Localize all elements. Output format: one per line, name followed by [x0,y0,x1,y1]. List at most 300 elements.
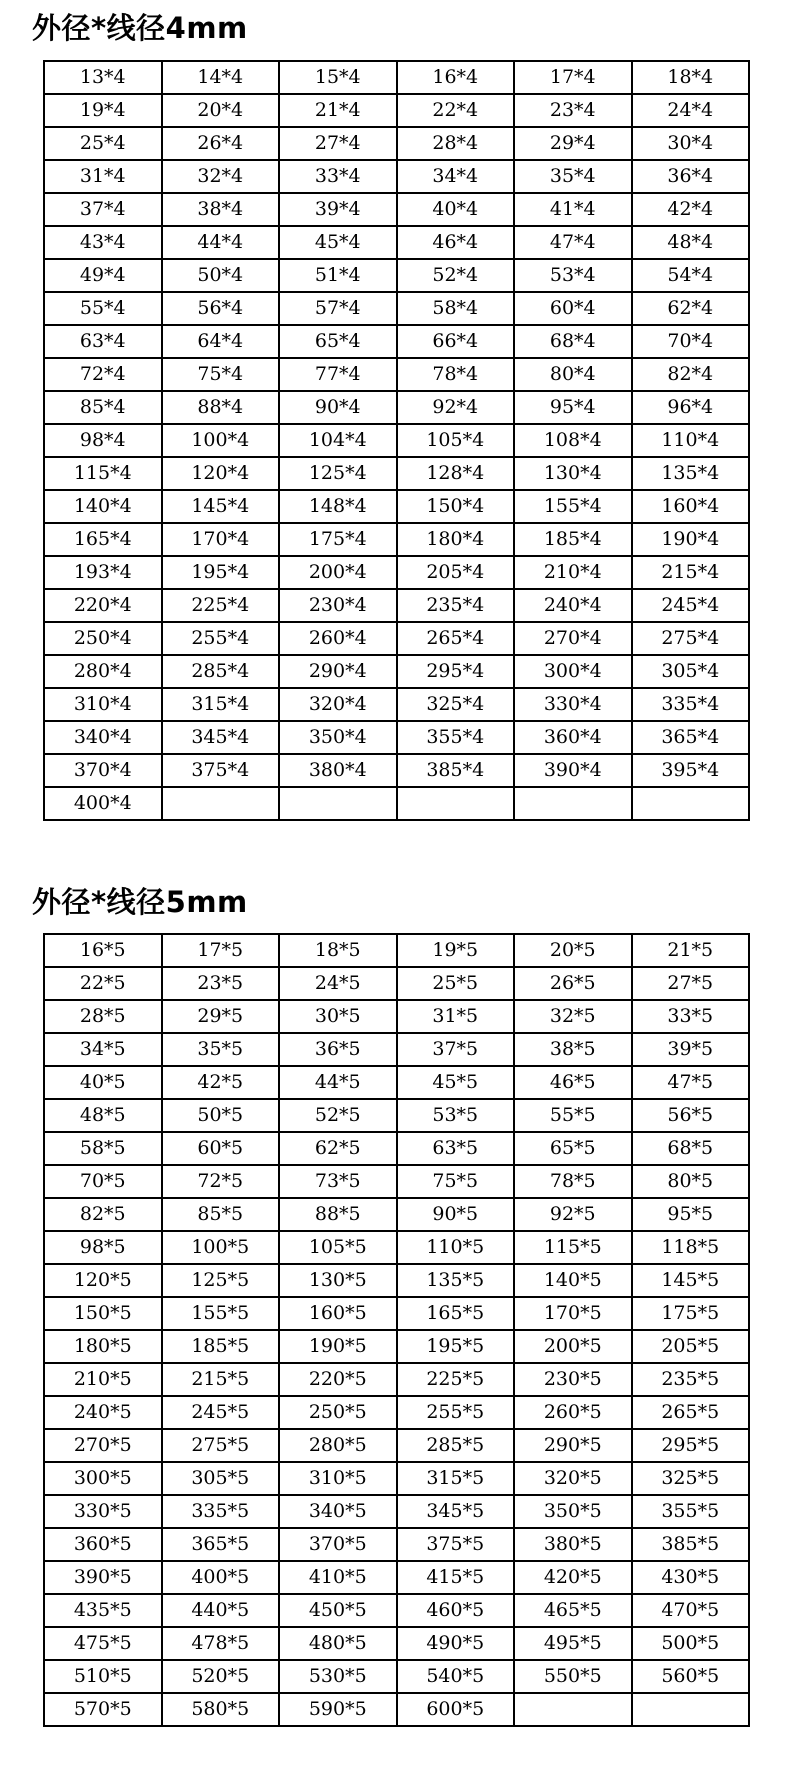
table-row [44,61,749,94]
table-cell: 19*4 [44,94,162,127]
table-cell: 120*5 [44,1264,162,1297]
table-row [44,1132,749,1165]
table-cell: 104*4 [279,424,397,457]
table-cell: 90*5 [397,1198,515,1231]
table-cell: 570*5 [44,1693,162,1726]
table-row [44,622,749,655]
table-cell: 29*4 [514,127,632,160]
table-cell: 220*5 [279,1363,397,1396]
table-cell: 375*4 [162,754,280,787]
table-cell: 45*5 [397,1066,515,1099]
table-cell: 155*5 [162,1297,280,1330]
table-cell: 55*5 [514,1099,632,1132]
table-cell: 410*5 [279,1561,397,1594]
table-cell: 24*5 [279,967,397,1000]
table-cell: 78*4 [397,358,515,391]
table-cell: 17*4 [514,61,632,94]
table-cell: 105*4 [397,424,515,457]
table-cell: 235*5 [632,1363,750,1396]
table-cell: 345*5 [397,1495,515,1528]
size-table-4mm [43,60,750,821]
table-cell: 240*5 [44,1396,162,1429]
table-cell: 65*4 [279,325,397,358]
table-cell: 140*5 [514,1264,632,1297]
table-cell: 390*5 [44,1561,162,1594]
table-cell: 85*4 [44,391,162,424]
table-row [44,1660,749,1693]
table-cell: 29*5 [162,1000,280,1033]
table-cell: 75*4 [162,358,280,391]
table-row [44,1462,749,1495]
table-cell: 250*5 [279,1396,397,1429]
table-cell: 13*4 [44,61,162,94]
table-cell: 435*5 [44,1594,162,1627]
table-cell: 195*4 [162,556,280,589]
table-row [44,1561,749,1594]
table-cell: 35*4 [514,160,632,193]
table-cell: 355*4 [397,721,515,754]
table-cell: 315*5 [397,1462,515,1495]
table-cell: 420*5 [514,1561,632,1594]
table-cell: 415*5 [397,1561,515,1594]
table-cell: 23*4 [514,94,632,127]
table-cell: 130*4 [514,457,632,490]
table-cell: 82*4 [632,358,750,391]
table-cell: 43*4 [44,226,162,259]
table-cell: 200*4 [279,556,397,589]
table-row [44,358,749,391]
table-row [44,226,749,259]
table-cell: 330*4 [514,688,632,721]
table-cell: 16*5 [44,934,162,967]
table-cell: 14*4 [162,61,280,94]
table-cell: 54*4 [632,259,750,292]
table-cell: 320*5 [514,1462,632,1495]
table-cell: 185*5 [162,1330,280,1363]
table-row [44,1627,749,1660]
table-row [44,1000,749,1033]
table-row [44,391,749,424]
table-cell: 165*4 [44,523,162,556]
table-cell: 285*4 [162,655,280,688]
table-row [44,754,749,787]
table-row [44,967,749,1000]
table-cell: 215*4 [632,556,750,589]
table-cell: 145*4 [162,490,280,523]
table-cell: 170*4 [162,523,280,556]
table-cell: 68*4 [514,325,632,358]
table-cell: 95*4 [514,391,632,424]
table-cell: 310*4 [44,688,162,721]
table-cell: 36*4 [632,160,750,193]
table-cell: 350*5 [514,1495,632,1528]
table-cell: 50*4 [162,259,280,292]
table-cell: 580*5 [162,1693,280,1726]
table-cell: 24*4 [632,94,750,127]
table-cell: 105*5 [279,1231,397,1264]
table-cell: 360*5 [44,1528,162,1561]
table-row [44,1066,749,1099]
table-cell: 32*5 [514,1000,632,1033]
table-cell: 80*4 [514,358,632,391]
table-cell: 27*4 [279,127,397,160]
table-cell: 46*5 [514,1066,632,1099]
table-cell: 335*4 [632,688,750,721]
table-cell: 360*4 [514,721,632,754]
table-cell: 465*5 [514,1594,632,1627]
table-cell: 250*4 [44,622,162,655]
table-cell: 255*4 [162,622,280,655]
table-cell: 380*4 [279,754,397,787]
table-cell: 325*4 [397,688,515,721]
table-cell [632,787,750,820]
table-cell: 33*4 [279,160,397,193]
table-cell: 205*5 [632,1330,750,1363]
table-cell: 34*5 [44,1033,162,1066]
table-cell: 495*5 [514,1627,632,1660]
table-cell: 46*4 [397,226,515,259]
table-row [44,1231,749,1264]
table-row [44,1594,749,1627]
table-cell: 125*5 [162,1264,280,1297]
table-row [44,160,749,193]
table-cell: 480*5 [279,1627,397,1660]
table-row [44,787,749,820]
table-cell: 22*5 [44,967,162,1000]
table-row [44,1297,749,1330]
table-cell: 478*5 [162,1627,280,1660]
table-cell: 15*4 [279,61,397,94]
table-cell: 63*5 [397,1132,515,1165]
table-cell: 26*4 [162,127,280,160]
table-cell: 305*4 [632,655,750,688]
table-cell: 30*4 [632,127,750,160]
table-cell: 35*5 [162,1033,280,1066]
table-cell: 98*5 [44,1231,162,1264]
table-cell: 90*4 [279,391,397,424]
table-cell: 530*5 [279,1660,397,1693]
table-cell: 430*5 [632,1561,750,1594]
table-cell: 44*4 [162,226,280,259]
table-cell: 185*4 [514,523,632,556]
table-cell: 210*4 [514,556,632,589]
table-cell: 80*5 [632,1165,750,1198]
table-cell: 41*4 [514,193,632,226]
table-cell: 32*4 [162,160,280,193]
table-cell: 92*5 [514,1198,632,1231]
table-cell: 390*4 [514,754,632,787]
table-row [44,1099,749,1132]
table-cell: 520*5 [162,1660,280,1693]
table-cell: 365*5 [162,1528,280,1561]
table-row [44,325,749,358]
table-cell: 220*4 [44,589,162,622]
table-cell: 550*5 [514,1660,632,1693]
table-cell: 115*5 [514,1231,632,1264]
table-row [44,655,749,688]
table-cell: 270*5 [44,1429,162,1462]
table-row [44,1693,749,1726]
table-cell: 82*5 [44,1198,162,1231]
table-cell: 53*4 [514,259,632,292]
section-title-4mm: 外径*线径4mm [32,11,248,45]
table-cell: 215*5 [162,1363,280,1396]
table-cell: 285*5 [397,1429,515,1462]
table-row [44,1033,749,1066]
table-cell: 145*5 [632,1264,750,1297]
table-cell: 66*4 [397,325,515,358]
table-cell: 385*5 [632,1528,750,1561]
table-row [44,259,749,292]
table-cell: 52*5 [279,1099,397,1132]
table-cell: 395*4 [632,754,750,787]
table-cell: 31*4 [44,160,162,193]
table-cell: 28*4 [397,127,515,160]
table-cell: 400*4 [44,787,162,820]
table-cell: 75*5 [397,1165,515,1198]
table-row [44,1363,749,1396]
table-cell: 275*5 [162,1429,280,1462]
table-cell: 150*4 [397,490,515,523]
table-cell: 350*4 [279,721,397,754]
table-cell: 48*4 [632,226,750,259]
table-cell: 600*5 [397,1693,515,1726]
table-cell: 193*4 [44,556,162,589]
table-cell: 590*5 [279,1693,397,1726]
table-cell: 51*4 [279,259,397,292]
table-cell: 22*4 [397,94,515,127]
table-cell: 55*4 [44,292,162,325]
table-cell: 60*4 [514,292,632,325]
table-cell [632,1693,750,1726]
table-cell: 39*5 [632,1033,750,1066]
table-cell: 475*5 [44,1627,162,1660]
table-cell: 190*5 [279,1330,397,1363]
table-cell: 355*5 [632,1495,750,1528]
table-cell: 62*5 [279,1132,397,1165]
table-cell: 320*4 [279,688,397,721]
table-cell: 28*5 [44,1000,162,1033]
table-cell: 165*5 [397,1297,515,1330]
table-cell: 95*5 [632,1198,750,1231]
table-cell: 135*4 [632,457,750,490]
table-cell: 345*4 [162,721,280,754]
table-cell: 62*4 [632,292,750,325]
table-cell: 280*4 [44,655,162,688]
table-cell [514,787,632,820]
table-cell [514,1693,632,1726]
table-cell: 44*5 [279,1066,397,1099]
table-cell [397,787,515,820]
table-cell: 77*4 [279,358,397,391]
table-cell: 160*4 [632,490,750,523]
table-cell: 375*5 [397,1528,515,1561]
table-cell: 140*4 [44,490,162,523]
table-cell: 385*4 [397,754,515,787]
table-cell [279,787,397,820]
table-cell: 230*5 [514,1363,632,1396]
table-cell: 370*5 [279,1528,397,1561]
table-cell: 49*4 [44,259,162,292]
table-cell: 25*5 [397,967,515,1000]
table-cell: 20*5 [514,934,632,967]
table-cell: 52*4 [397,259,515,292]
table-cell: 53*5 [397,1099,515,1132]
table-cell: 335*5 [162,1495,280,1528]
table-cell: 175*5 [632,1297,750,1330]
table-cell: 225*5 [397,1363,515,1396]
table-cell: 365*4 [632,721,750,754]
table-cell: 195*5 [397,1330,515,1363]
table-cell: 295*5 [632,1429,750,1462]
table-cell: 240*4 [514,589,632,622]
table-cell: 170*5 [514,1297,632,1330]
table-cell: 39*4 [279,193,397,226]
table-row [44,1429,749,1462]
table-cell: 56*5 [632,1099,750,1132]
table-row [44,193,749,226]
table-cell: 23*5 [162,967,280,1000]
table-cell: 57*4 [279,292,397,325]
table-cell: 30*5 [279,1000,397,1033]
table-cell: 38*5 [514,1033,632,1066]
table-cell: 300*4 [514,655,632,688]
table-cell: 230*4 [279,589,397,622]
table-cell: 31*5 [397,1000,515,1033]
table-row [44,1495,749,1528]
table-row [44,934,749,967]
table-cell: 70*4 [632,325,750,358]
table-cell: 400*5 [162,1561,280,1594]
table-cell: 300*5 [44,1462,162,1495]
table-cell: 34*4 [397,160,515,193]
section-title-5mm: 外径*线径5mm [32,885,248,919]
table-cell: 450*5 [279,1594,397,1627]
table-cell: 50*5 [162,1099,280,1132]
table-cell: 72*4 [44,358,162,391]
table-row [44,1264,749,1297]
table-cell: 135*5 [397,1264,515,1297]
table-row [44,424,749,457]
table-cell: 340*4 [44,721,162,754]
table-cell: 265*5 [632,1396,750,1429]
table-cell: 42*4 [632,193,750,226]
table-cell: 155*4 [514,490,632,523]
table-cell: 510*5 [44,1660,162,1693]
table-cell: 40*4 [397,193,515,226]
table-cell: 100*4 [162,424,280,457]
table-cell: 88*5 [279,1198,397,1231]
table-cell: 60*5 [162,1132,280,1165]
table-cell: 17*5 [162,934,280,967]
table-cell: 255*5 [397,1396,515,1429]
table-row [44,457,749,490]
table-row [44,721,749,754]
table-cell: 380*5 [514,1528,632,1561]
table-cell: 160*5 [279,1297,397,1330]
table-cell: 130*5 [279,1264,397,1297]
table-cell: 58*4 [397,292,515,325]
table-cell: 370*4 [44,754,162,787]
table-cell: 100*5 [162,1231,280,1264]
table-cell: 45*4 [279,226,397,259]
table-cell: 25*4 [44,127,162,160]
table-cell: 200*5 [514,1330,632,1363]
table-cell: 125*4 [279,457,397,490]
table-cell: 340*5 [279,1495,397,1528]
table-cell: 540*5 [397,1660,515,1693]
table-cell: 36*5 [279,1033,397,1066]
table-cell: 265*4 [397,622,515,655]
table-cell: 305*5 [162,1462,280,1495]
table-row [44,1396,749,1429]
table-cell: 21*5 [632,934,750,967]
table-cell: 42*5 [162,1066,280,1099]
table-cell: 225*4 [162,589,280,622]
table-cell: 96*4 [632,391,750,424]
table-cell: 490*5 [397,1627,515,1660]
table-cell: 315*4 [162,688,280,721]
table-cell: 110*5 [397,1231,515,1264]
table-cell: 280*5 [279,1429,397,1462]
table-cell: 235*4 [397,589,515,622]
table-cell: 85*5 [162,1198,280,1231]
table-cell: 78*5 [514,1165,632,1198]
table-row [44,688,749,721]
table-cell: 20*4 [162,94,280,127]
table-cell: 470*5 [632,1594,750,1627]
table-cell: 21*4 [279,94,397,127]
table-cell: 63*4 [44,325,162,358]
table-cell: 460*5 [397,1594,515,1627]
table-cell: 72*5 [162,1165,280,1198]
table-cell: 48*5 [44,1099,162,1132]
table-cell: 275*4 [632,622,750,655]
table-cell: 310*5 [279,1462,397,1495]
table-row [44,556,749,589]
table-cell: 73*5 [279,1165,397,1198]
table-row [44,1330,749,1363]
table-cell: 295*4 [397,655,515,688]
table-cell: 40*5 [44,1066,162,1099]
table-cell: 180*4 [397,523,515,556]
table-cell: 190*4 [632,523,750,556]
table-row [44,94,749,127]
table-cell: 325*5 [632,1462,750,1495]
table-cell: 120*4 [162,457,280,490]
table-cell: 128*4 [397,457,515,490]
table-cell: 245*5 [162,1396,280,1429]
table-cell: 560*5 [632,1660,750,1693]
table-cell: 290*5 [514,1429,632,1462]
size-table-5mm [43,933,750,1727]
table-cell: 65*5 [514,1132,632,1165]
table-cell: 110*4 [632,424,750,457]
table-cell: 18*5 [279,934,397,967]
table-cell: 38*4 [162,193,280,226]
table-cell: 70*5 [44,1165,162,1198]
table-cell: 47*5 [632,1066,750,1099]
table-cell: 205*4 [397,556,515,589]
table-cell: 270*4 [514,622,632,655]
table-cell: 260*5 [514,1396,632,1429]
table-cell: 88*4 [162,391,280,424]
table-cell: 37*5 [397,1033,515,1066]
table-cell: 58*5 [44,1132,162,1165]
table-cell: 68*5 [632,1132,750,1165]
table-cell: 18*4 [632,61,750,94]
table-cell: 16*4 [397,61,515,94]
